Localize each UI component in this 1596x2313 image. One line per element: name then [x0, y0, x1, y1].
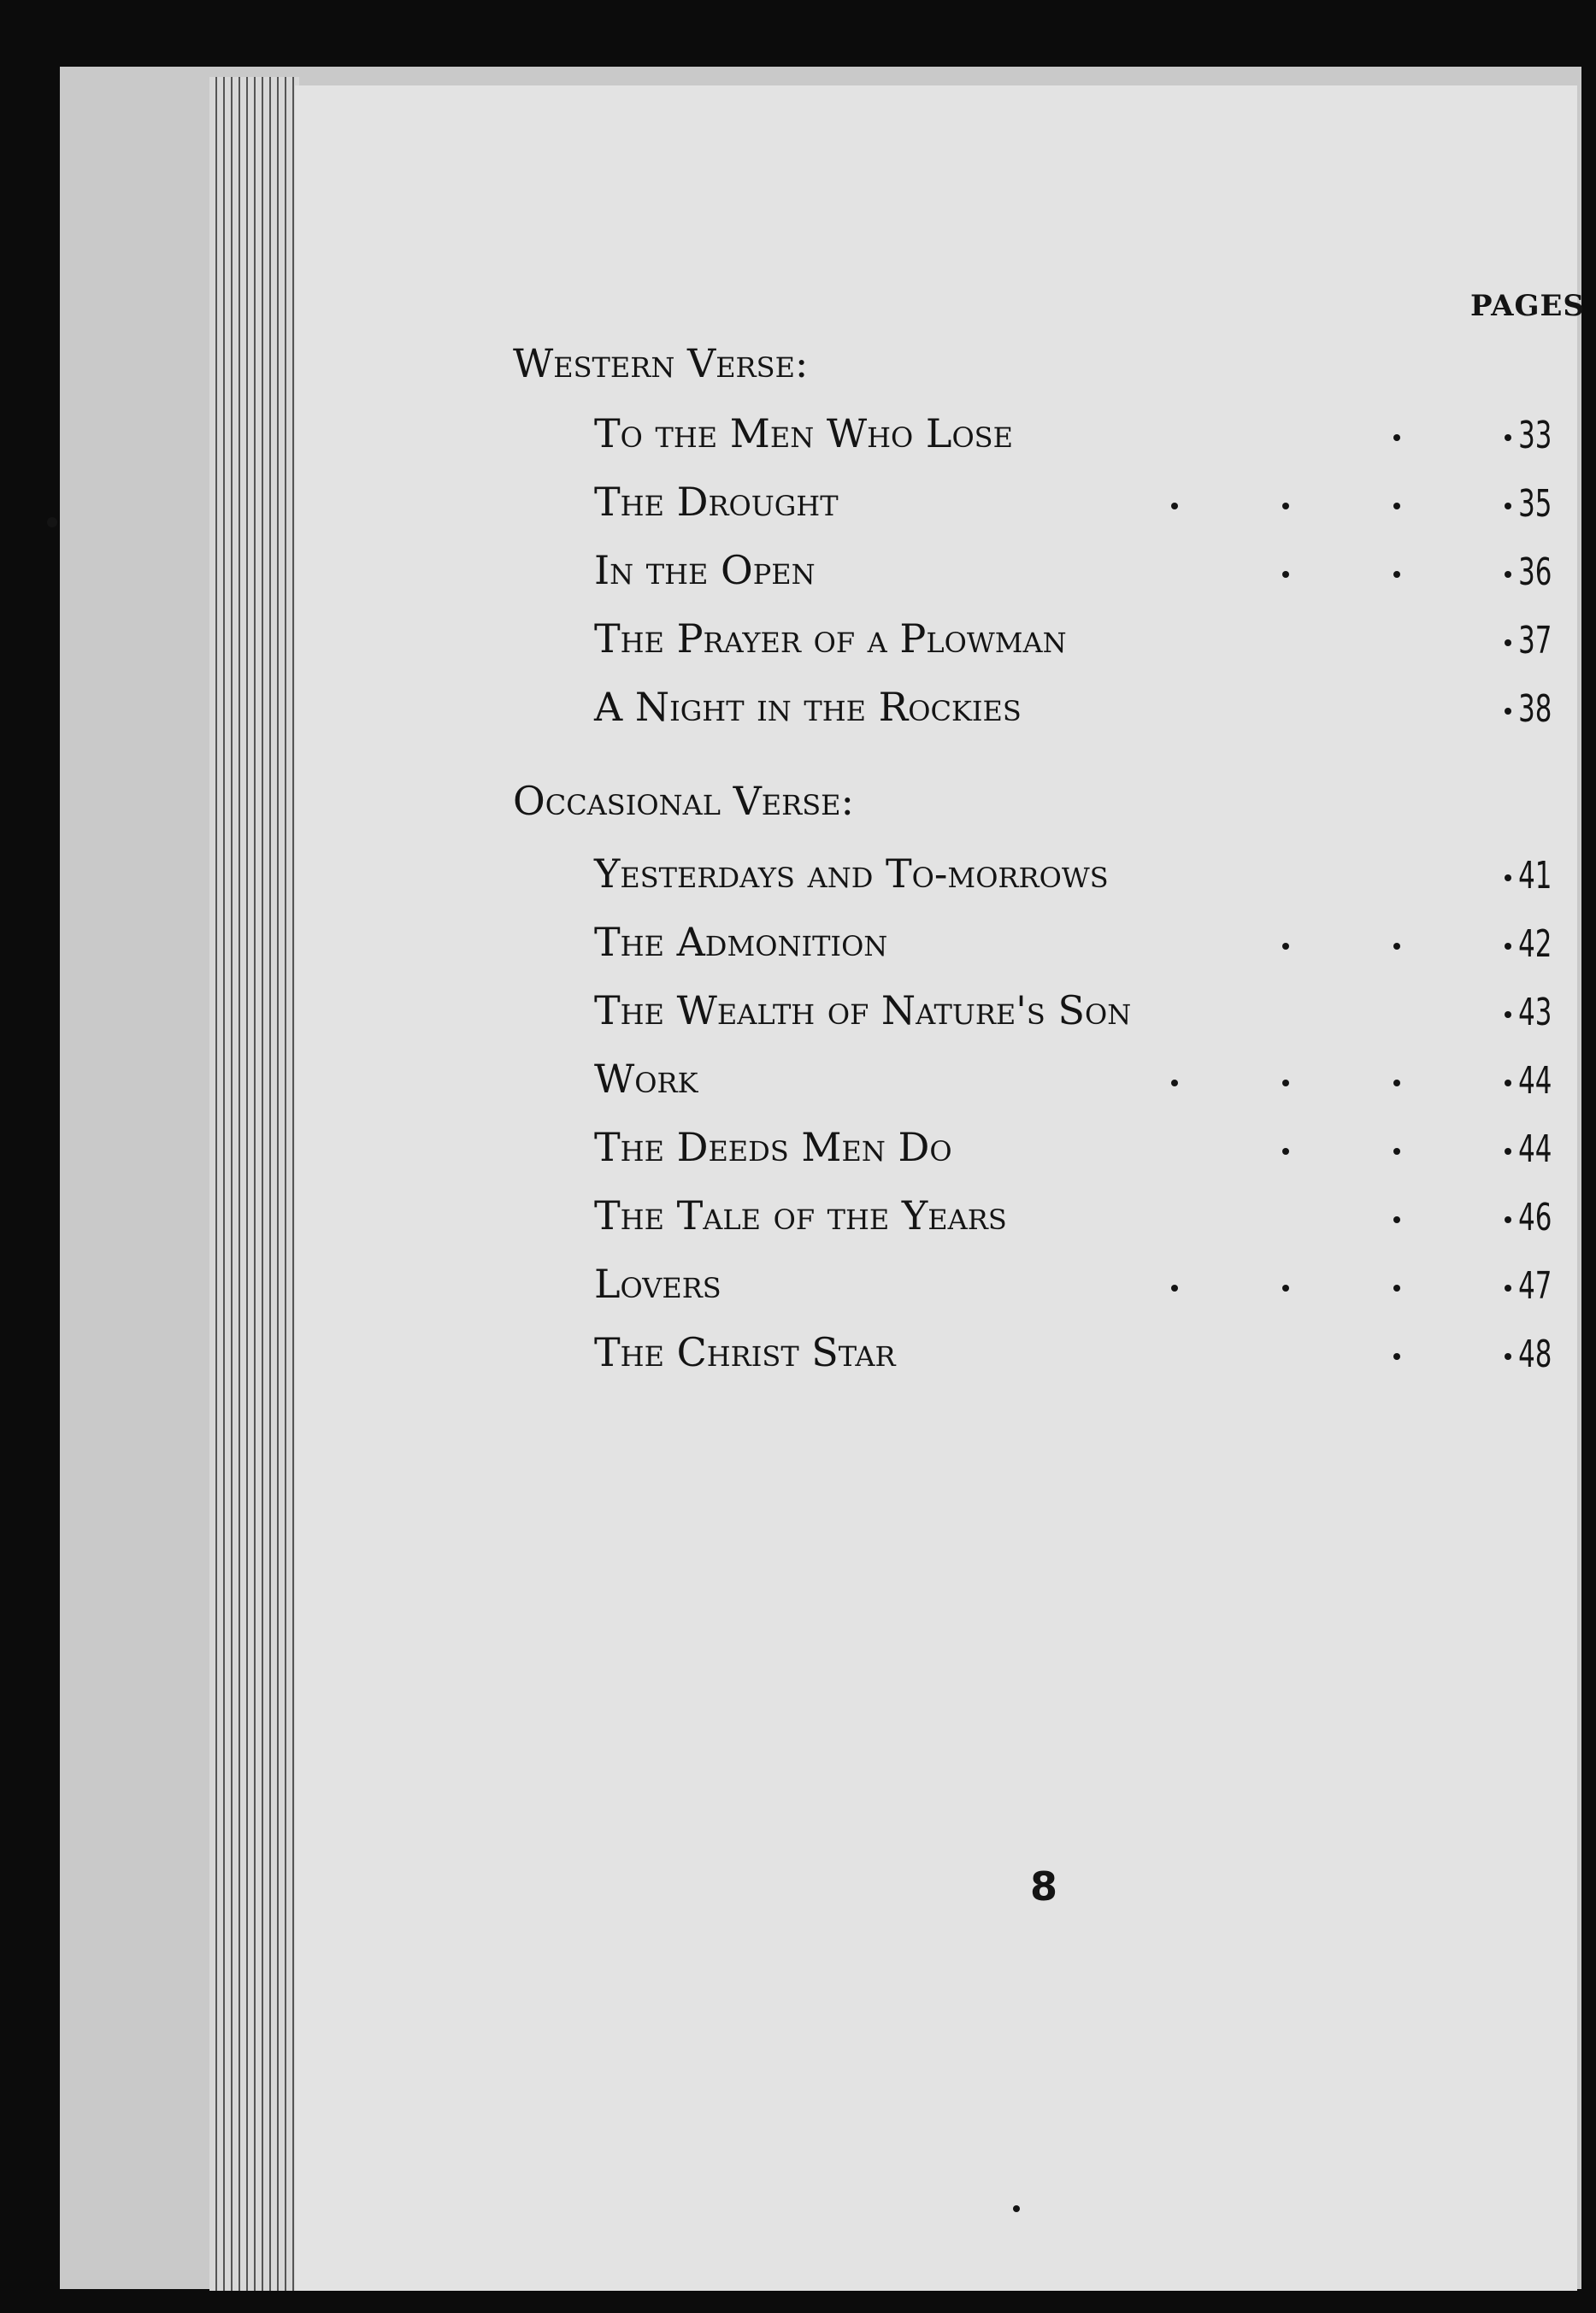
dot-leader — [1393, 434, 1400, 441]
pages-column-label: PAGES — [1470, 289, 1585, 323]
toc-entry — [594, 1056, 1552, 1107]
dot-leader — [1393, 1285, 1400, 1292]
dot-leader — [1282, 1080, 1289, 1086]
entry-title: Work — [594, 1056, 698, 1102]
dot-leader — [1505, 943, 1511, 950]
dot-leader — [1505, 1353, 1511, 1360]
toc-entry — [594, 850, 1552, 902]
entry-page-number: 46 — [1517, 1196, 1552, 1239]
dot-leader — [1171, 1080, 1178, 1086]
entry-page-number: 38 — [1517, 687, 1552, 731]
dot-leader — [1505, 434, 1511, 441]
entry-title: The Tale of the Years — [594, 1192, 1007, 1239]
toc-entry — [594, 479, 1552, 530]
section-heading-occasional-verse: Occasional Verse: — [513, 778, 855, 824]
entry-page-number: 47 — [1517, 1264, 1552, 1308]
entry-page-number: 48 — [1517, 1333, 1552, 1376]
entry-title: The Drought — [594, 479, 839, 525]
dot-leader — [1171, 1285, 1178, 1292]
dot-leader — [1393, 1353, 1400, 1360]
entry-page-number: 44 — [1517, 1059, 1552, 1103]
entry-title: Lovers — [594, 1261, 721, 1307]
toc-entry — [594, 1329, 1552, 1380]
dot-leader — [1171, 503, 1178, 509]
dot-leader — [1282, 943, 1289, 950]
dot-leader — [1505, 1216, 1511, 1223]
dot-leader — [1505, 1080, 1511, 1086]
table-of-contents — [295, 85, 1585, 2291]
toc-entry — [594, 987, 1552, 1039]
page-edges — [209, 77, 299, 2291]
entry-page-number: 35 — [1517, 482, 1552, 526]
dot-leader — [1505, 571, 1511, 578]
dot-leader — [1505, 874, 1511, 881]
entry-page-number: 43 — [1517, 991, 1552, 1034]
entry-title: The Admonition — [594, 919, 888, 965]
dot-leader — [1393, 1216, 1400, 1223]
entry-title: Yesterdays and To-morrows — [594, 850, 1109, 897]
dot-leader — [1282, 1148, 1289, 1155]
entry-title: The Prayer of a Plowman — [594, 615, 1067, 662]
dot-leader — [1282, 1285, 1289, 1292]
entry-page-number: 37 — [1517, 619, 1552, 662]
toc-entry — [594, 1124, 1552, 1175]
toc-entry — [594, 919, 1552, 970]
entry-title: The Deeds Men Do — [594, 1124, 952, 1170]
dot-leader — [1505, 503, 1511, 509]
entry-title: A Night in the Rockies — [594, 684, 1022, 730]
entry-title: The Wealth of Nature's Son — [594, 987, 1132, 1033]
dot-leader — [1505, 1011, 1511, 1018]
entry-title: The Christ Star — [594, 1329, 896, 1375]
scan-speck — [47, 517, 57, 527]
dot-leader — [1393, 503, 1400, 509]
toc-entry — [594, 410, 1552, 462]
scan-speck — [1013, 2205, 1020, 2212]
dot-leader — [1505, 639, 1511, 646]
toc-entry — [594, 547, 1552, 598]
dot-leader — [1393, 943, 1400, 950]
dot-leader — [1505, 1285, 1511, 1292]
toc-entry — [594, 615, 1552, 667]
dot-leader — [1393, 571, 1400, 578]
entry-page-number: 41 — [1517, 854, 1552, 898]
dot-leader — [1505, 1148, 1511, 1155]
page-number: 8 — [1030, 1863, 1058, 1910]
entry-page-number: 42 — [1517, 922, 1552, 966]
toc-entry — [594, 1192, 1552, 1244]
dot-leader — [1282, 571, 1289, 578]
entry-page-number: 44 — [1517, 1127, 1552, 1171]
dot-leader — [1393, 1080, 1400, 1086]
toc-entry — [594, 684, 1552, 735]
entry-title: To the Men Who Lose — [594, 410, 1013, 456]
entry-page-number: 33 — [1517, 414, 1552, 457]
book-page — [295, 85, 1585, 2291]
toc-entry — [594, 1261, 1552, 1312]
dot-leader — [1505, 708, 1511, 715]
section-heading-western-verse: Western Verse: — [513, 340, 809, 386]
entry-title: In the Open — [594, 547, 816, 593]
entry-page-number: 36 — [1517, 550, 1552, 594]
dot-leader — [1282, 503, 1289, 509]
dot-leader — [1393, 1148, 1400, 1155]
